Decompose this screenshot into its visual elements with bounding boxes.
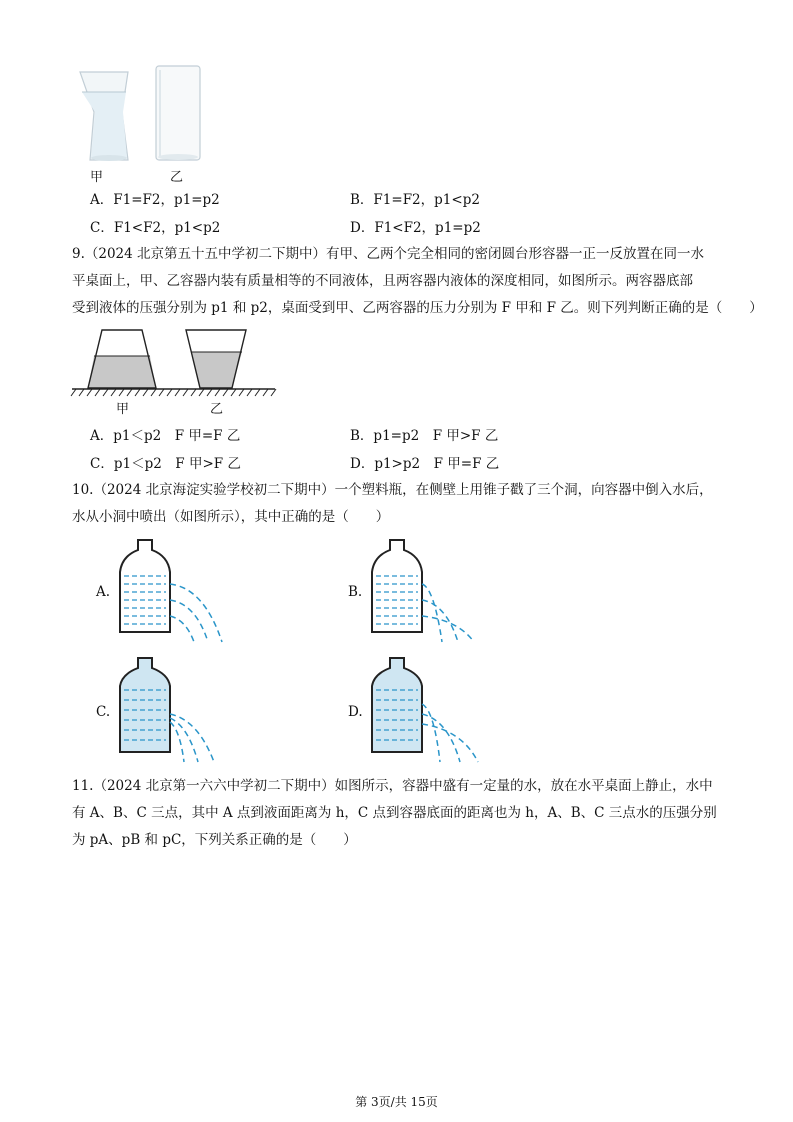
q8-option-a[interactable]: A．F1=F2，p1=p2 (90, 192, 220, 208)
glass-left-icon (80, 72, 128, 161)
q9-caption-right: 乙 (210, 402, 224, 417)
q10-option-d-bottle[interactable] (370, 654, 485, 766)
q9-option-d[interactable]: D．p1>p2 F 甲=F 乙 (350, 456, 500, 472)
q10-option-b-bottle[interactable] (370, 534, 485, 646)
q10-stem-line-2: 水从小洞中喷出（如图所示），其中正确的是（ ） (72, 509, 390, 525)
page-footer: 第 3页/共 15页 (355, 1095, 438, 1109)
glass-right-icon (156, 66, 200, 160)
q9-option-a[interactable]: A．p1＜p2 F 甲=F 乙 (90, 428, 241, 444)
q11-stem-line-2: 有 A、B、C 三点，其中 A 点到液面距离为 h，C 点到容器底面的距离也为 h，A、B、C 三点水的压强分别 (72, 805, 717, 821)
q9-stem-line-1: 9.（2024 北京第五十五中学初二下期中）有甲、乙两个完全相同的密闭圆台形容器一正一反放置在同一水 (72, 246, 705, 262)
q8-glasses-figure (70, 60, 220, 170)
q9-stem-line-3: 受到液体的压强分别为 p1 和 p2，桌面受到甲、乙两容器的压力分别为 F 甲和 F 乙。则下列判断正确的是（ ） (72, 300, 763, 316)
q8-option-d[interactable]: D．F1<F2，p1=p2 (350, 220, 481, 236)
q10-option-c-label[interactable]: C. (96, 704, 111, 720)
q11-stem-line-3: 为 pA、pB 和 pC，下列关系正确的是（ ） (72, 832, 357, 848)
q8-option-c[interactable]: C．F1<F2，p1<p2 (90, 220, 221, 236)
q11-stem-line-1: 11.（2024 北京第一六六中学初二下期中）如图所示，容器中盛有一定量的水，放在水平桌面上静止，水中 (72, 778, 713, 794)
q10-option-a-label[interactable]: A. (96, 584, 111, 600)
q10-option-c-bottle[interactable] (118, 654, 233, 766)
q10-option-b-label[interactable]: B. (348, 584, 363, 600)
q9-option-b[interactable]: B．p1=p2 F 甲>F 乙 (350, 428, 499, 444)
q10-option-d-label[interactable]: D. (348, 704, 363, 720)
q9-option-c[interactable]: C．p1＜p2 F 甲>F 乙 (90, 456, 241, 472)
q8-caption-left: 甲 (90, 170, 104, 185)
q9-caption-left: 甲 (116, 402, 130, 417)
q8-option-b[interactable]: B．F1=F2，p1<p2 (350, 192, 480, 208)
q9-stem-line-2: 平桌面上，甲、乙容器内装有质量相等的不同液体，且两容器内液体的深度相同，如图所示。两容器底部 (72, 273, 693, 289)
q9-frustum-figure (70, 326, 280, 406)
container-jia-icon (88, 330, 156, 388)
q8-caption-right: 乙 (170, 170, 184, 185)
container-yi-icon (186, 330, 246, 388)
q10-option-a-bottle[interactable] (118, 534, 233, 646)
q10-stem-line-1: 10.（2024 北京海淀实验学校初二下期中）一个塑料瓶，在侧壁上用锥子戳了三个洞，向容器中倒入水后， (72, 482, 713, 498)
